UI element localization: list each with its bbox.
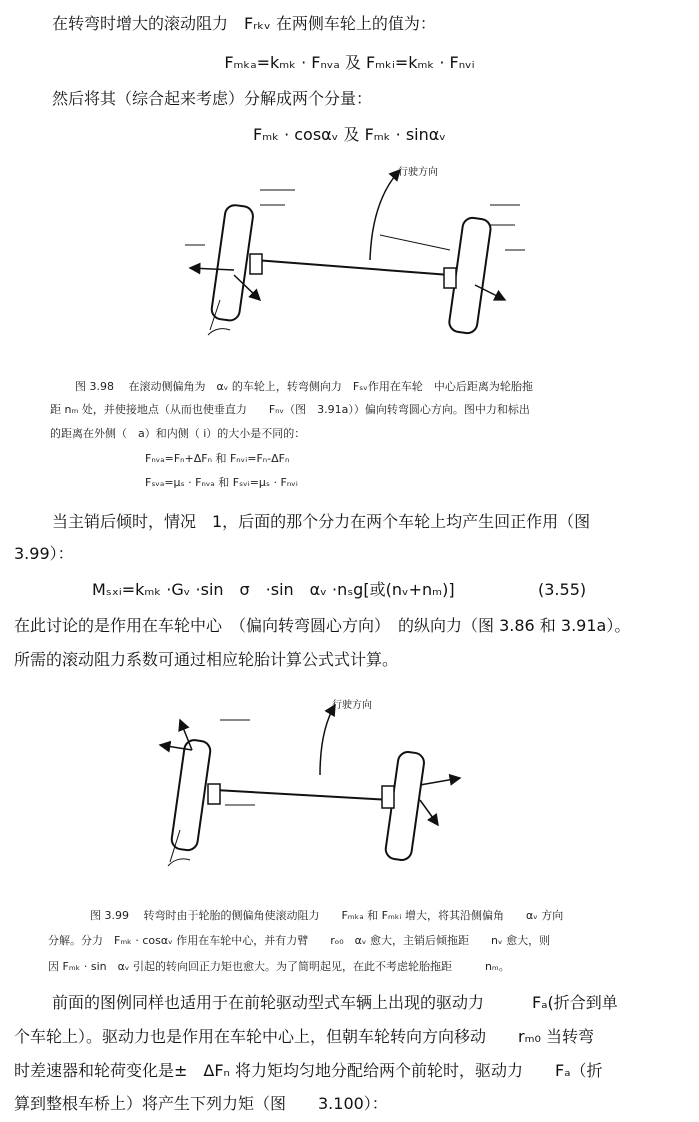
figure-3-98 [150, 150, 550, 365]
paragraph-drive-force: 前面的图例同样也适用于在前轮驱动型式车辆上出现的驱动力 Fₐ(折合到单 [52, 993, 618, 1012]
left-wheel [210, 204, 254, 322]
right-cos-component-arrow [420, 778, 460, 785]
paragraph-caster-cont: 3.99）： [14, 544, 74, 563]
figure-3-98-diagram [150, 150, 550, 365]
figure-3-98-caption-line2: 距 nₘ 处，并使接地点（从而也使垂直力 Fₙᵥ（图 3.91a））偏向转弯圆心方向。图中力和标出 [50, 403, 530, 416]
paragraph-decompose: 然后将其（综合起来考虑）分解成两个分量： [52, 89, 373, 108]
figure-3-99-caption-line1: 图 3.99 转弯时由于轮胎的侧偏角使滚动阻力 Fₘₖₐ 和 Fₘₖᵢ 增大，将其沿侧偏角 αᵥ 方向 [90, 909, 564, 922]
travel-direction-label: 行驶方向 [398, 167, 438, 178]
travel-direction-label-2: 行驶方向 [332, 700, 372, 711]
figure-3-99-caption-line2: 分解。分力 Fₘₖ · cosαᵥ 作用在车轮中心，并有力臂 rₒ₀ αᵥ 愈大，主销后倾拖距 nᵥ 愈大，则 [48, 934, 551, 947]
figure-3-99-caption-line3: 因 Fₘₖ · sin αᵥ 引起的转向回正力矩也愈大。为了简明起见，在此不考虑轮胎拖距 nₘ。 [48, 960, 510, 973]
equation-number-3-55: (3.55) [538, 580, 587, 599]
paragraph-drive-force-line2: 个车轮上）。驱动力也是作用在车轮中心上，但朝车轮转向方向移动 rₘ₀ 当转弯 [14, 1027, 595, 1046]
figure-3-98-caption-line1: 图 3.98 在滚动侧偏角为 αᵥ 的车轮上，转弯侧向力 Fₛᵥ作用在车轮 中心后距离为轮胎拖 [75, 380, 533, 393]
left-wheel-2 [170, 739, 211, 852]
travel-direction-arrow-2 [320, 705, 335, 775]
figure-3-98-caption-line5: Fₛᵥₐ=μₛ · Fₙᵥₐ 和 Fₛᵥᵢ=μₛ · Fₙᵥᵢ [145, 476, 298, 489]
right-sin-component-arrow [420, 800, 438, 825]
equation-components: Fₘₖ · cosαᵥ 及 Fₘₖ · sinαᵥ [253, 125, 446, 144]
equation-rolling-resistance: Fₘₖₐ=kₘₖ · Fₙᵥₐ 及 Fₘₖᵢ=kₘₖ · Fₙᵥᵢ [224, 53, 475, 72]
figure-3-98-caption-line4: Fₙᵥₐ=Fₙ+ΔFₙ 和 Fₙᵥᵢ=Fₙ-ΔFₙ [145, 452, 290, 465]
paragraph-drive-force-line4: 算到整根车桥上）将产生下列力矩（图 3.100）： [14, 1094, 388, 1113]
figure-3-99 [120, 690, 550, 890]
figure-3-99-diagram [120, 690, 550, 890]
paragraph-rolling-resistance: 在转弯时增大的滚动阻力 Fᵣₖᵥ 在两侧车轮上的值为： [52, 14, 436, 33]
axle [255, 260, 450, 275]
axle-2 [215, 790, 390, 800]
paragraph-caster: 当主销后倾时，情况 1，后面的那个分力在两个车轮上均产生回正作用（图 [52, 512, 591, 531]
paragraph-longitudinal-force: 在此讨论的是作用在车轮中心 （偏向转弯圆心方向） 的纵向力（图 3.86 和 3.91a）。 [14, 616, 631, 635]
figure-3-98-caption-line3: 的距离在外侧（ a）和内侧（ i）的大小是不同的： [50, 427, 306, 440]
equation-3-55: Mₛₓᵢ=kₘₖ ·Gᵥ ·sin σ ·sin αᵥ ·nₛg[或(nᵥ+nₘ)] [92, 580, 455, 599]
travel-direction-arrow [370, 170, 400, 260]
paragraph-coefficient: 所需的滚动阻力系数可通过相应轮胎计算公式式计算。 [14, 650, 399, 669]
paragraph-drive-force-line3: 时差速器和轮荷变化是± ΔFₙ 将力矩均匀地分配给两个前轮时，驱动力 Fₐ（折 [14, 1061, 603, 1080]
